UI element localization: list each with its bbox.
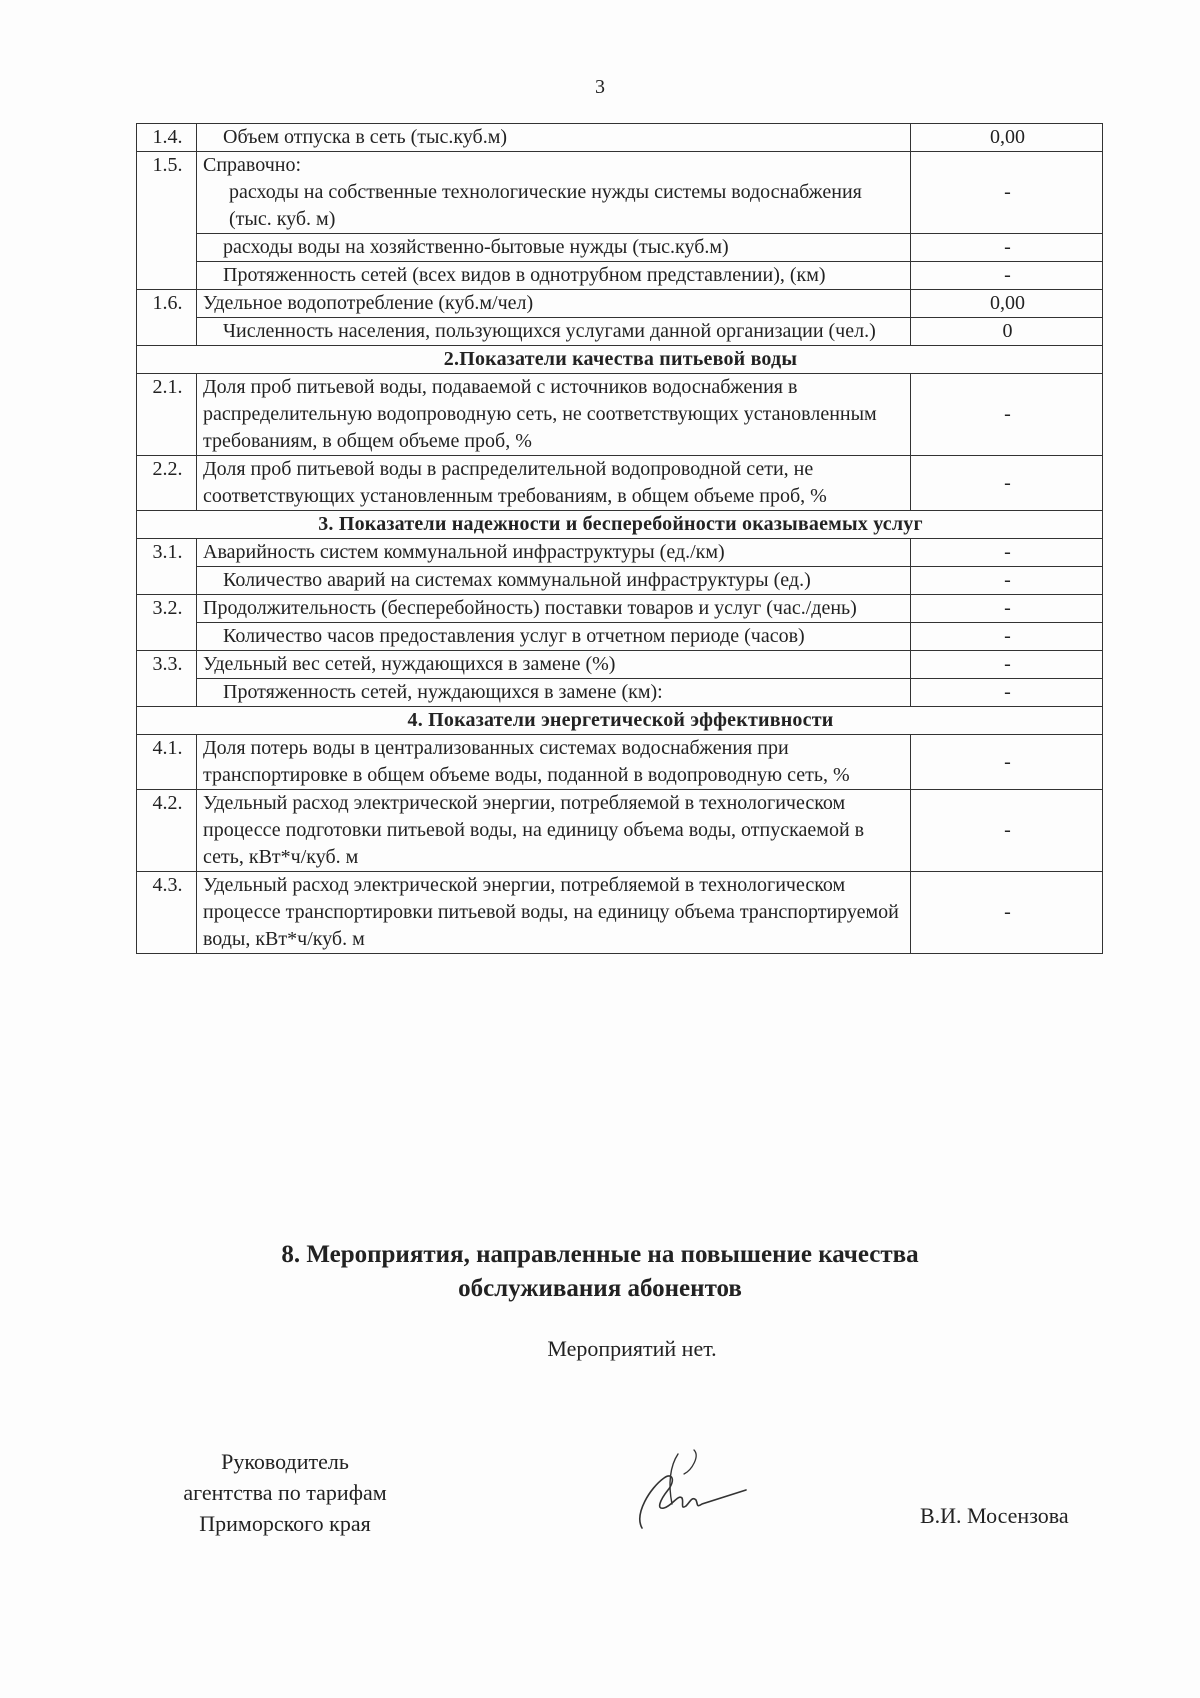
row-description: Удельный расход электрической энергии, потребляемой в технологическом процессе подготовки питьевой воды, на единицу объема воды, отпускаемой в сеть, кВт*ч/куб. м: [197, 790, 911, 872]
row-value: -: [911, 679, 1103, 707]
row-value: -: [911, 651, 1103, 679]
section-8-text: Мероприятий нет.: [547, 1336, 717, 1361]
row-description: Численность населения, пользующихся услугами данной организации (чел.): [197, 318, 911, 346]
signer-name: В.И. Мосензова: [920, 1503, 1069, 1528]
table-row: [137, 735, 1103, 790]
row-number: 1.6.: [137, 290, 197, 346]
page-number: 3: [595, 76, 605, 98]
row-value: -: [911, 595, 1103, 623]
row-number: 2.2.: [137, 456, 197, 511]
section-heading: 3. Показатели надежности и бесперебойности оказываемых услуг: [137, 511, 1103, 539]
table-row: [137, 790, 1103, 872]
row-number: 4.1.: [137, 735, 197, 790]
row-number: 4.2.: [137, 790, 197, 872]
section-8-title-line-2: обслуживания абонентов: [458, 1275, 742, 1302]
row-description: Удельный расход электрической энергии, потребляемой в технологическом процессе транспортировки питьевой воды, на единицу объема транспортируемой воды, кВт*ч/куб. м: [197, 872, 911, 954]
signer-position-line-2: агентства по тарифам: [183, 1480, 387, 1505]
row-subtext: расходы на собственные технологические нужды системы водоснабжения (тыс. куб. м): [229, 181, 862, 230]
row-description: Аварийность систем коммунальной инфраструктуры (ед./км): [197, 539, 911, 567]
section-8-heading: [0, 1238, 1200, 1306]
table-row: [137, 872, 1103, 954]
indicators-table: [136, 123, 1103, 954]
row-description: [197, 152, 911, 234]
section-row: [137, 511, 1103, 539]
row-value: 0,00: [911, 124, 1103, 152]
row-number: 1.5.: [137, 152, 197, 290]
row-value: -: [911, 539, 1103, 567]
row-value: -: [911, 152, 1103, 234]
row-description: Доля потерь воды в централизованных системах водоснабжения при транспортировке в общем объеме воды, поданной в водопроводную сеть, %: [197, 735, 911, 790]
row-value: -: [911, 623, 1103, 651]
row-value: -: [911, 735, 1103, 790]
row-description: Удельный вес сетей, нуждающихся в замене (%): [197, 651, 911, 679]
row-number: 3.1.: [137, 539, 197, 595]
row-value: -: [911, 234, 1103, 262]
row-description: Количество аварий на системах коммунальной инфраструктуры (ед.): [197, 567, 911, 595]
signer-position: [140, 1446, 430, 1539]
row-description: Продолжительность (бесперебойность) поставки товаров и услуг (час./день): [197, 595, 911, 623]
table-row: [137, 152, 1103, 234]
table-row: [137, 539, 1103, 567]
signer-position-line-3: Приморского края: [199, 1511, 371, 1536]
row-value: -: [911, 456, 1103, 511]
table-row: [137, 290, 1103, 318]
table-row: [137, 318, 1103, 346]
table-row: [137, 234, 1103, 262]
row-number: 2.1.: [137, 374, 197, 456]
row-description: Объем отпуска в сеть (тыс.куб.м): [197, 124, 911, 152]
row-label: Справочно:: [203, 154, 302, 176]
row-value: -: [911, 567, 1103, 595]
table-row: [137, 679, 1103, 707]
signer-position-line-1: Руководитель: [221, 1449, 349, 1474]
table-row: [137, 567, 1103, 595]
table-row: [137, 124, 1103, 152]
row-value: -: [911, 262, 1103, 290]
row-number: 3.3.: [137, 651, 197, 707]
handwritten-signature: [620, 1444, 750, 1536]
section-8-title-line-1: 8. Мероприятия, направленные на повышение качества: [281, 1241, 919, 1268]
row-value: 0,00: [911, 290, 1103, 318]
section-row: [137, 707, 1103, 735]
row-number: 4.3.: [137, 872, 197, 954]
row-description: Доля проб питьевой воды, подаваемой с источников водоснабжения в распределительную водопроводную сеть, не соответствующих установленным требованиям, в общем объеме проб, %: [197, 374, 911, 456]
table-row: [137, 651, 1103, 679]
row-description: Протяженность сетей (всех видов в однотрубном представлении), (км): [197, 262, 911, 290]
row-value: -: [911, 872, 1103, 954]
row-description: Протяженность сетей, нуждающихся в замене (км):: [197, 679, 911, 707]
row-number: 3.2.: [137, 595, 197, 651]
table-row: [137, 595, 1103, 623]
row-value: 0: [911, 318, 1103, 346]
table-row: [137, 374, 1103, 456]
row-number: 1.4.: [137, 124, 197, 152]
row-description: Количество часов предоставления услуг в отчетном периоде (часов): [197, 623, 911, 651]
row-value: -: [911, 374, 1103, 456]
row-description: Удельное водопотребление (куб.м/чел): [197, 290, 911, 318]
table-row: [137, 456, 1103, 511]
table-row: [137, 623, 1103, 651]
section-row: [137, 346, 1103, 374]
table-row: [137, 262, 1103, 290]
section-heading: 4. Показатели энергетической эффективности: [137, 707, 1103, 735]
row-value: -: [911, 790, 1103, 872]
row-description: расходы воды на хозяйственно-бытовые нужды (тыс.куб.м): [197, 234, 911, 262]
section-heading: 2.Показатели качества питьевой воды: [137, 346, 1103, 374]
row-description: Доля проб питьевой воды в распределительной водопроводной сети, не соответствующих установленным требованиям, в общем объеме проб, %: [197, 456, 911, 511]
